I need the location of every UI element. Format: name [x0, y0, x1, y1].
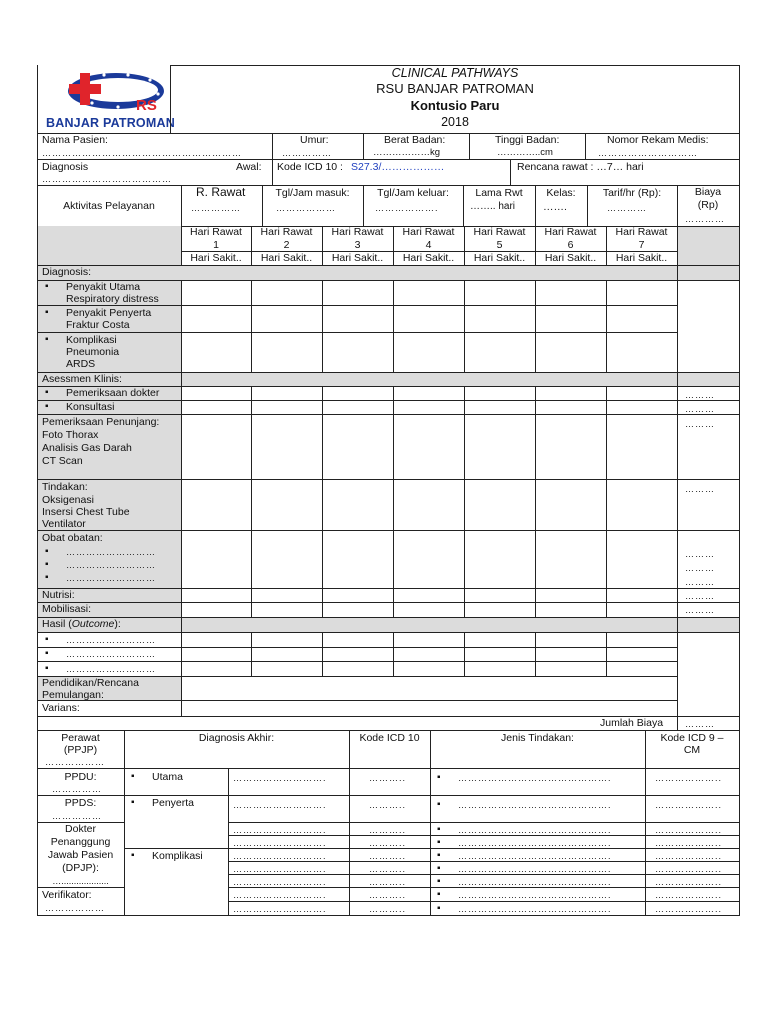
day-7-sick: Hari Sakit.. [615, 252, 668, 264]
ppjp-field[interactable]: ……………… [45, 757, 105, 767]
icd10-utama[interactable]: ……….. [369, 773, 407, 783]
age-field[interactable]: …………… [282, 148, 332, 158]
icd9-penyerta[interactable]: ……………….. [655, 800, 723, 810]
dpjp-label-2: Penanggung [50, 836, 111, 848]
cost-penunjang[interactable]: ……… [685, 419, 715, 429]
day-3-number: 3 [354, 239, 361, 251]
icd10-row-3[interactable]: ……….. [369, 825, 407, 835]
foto-thorax-label: Foto Thorax [42, 429, 99, 441]
weight-label: Berat Badan: [384, 134, 446, 146]
ards-label: ARDS [66, 358, 96, 370]
pathway-title: CLINICAL PATHWAYS [391, 66, 519, 80]
hospital-name: RSU BANJAR PATROMAN [376, 81, 534, 96]
icd9-komplikasi-3[interactable]: ……………….. [655, 877, 723, 887]
day-2-number: 2 [283, 239, 290, 251]
total-cost-label: Jumlah Biaya [600, 717, 664, 729]
day-3-label: Hari Rawat [331, 226, 384, 238]
medical-record-field[interactable]: ………………………… [598, 148, 698, 158]
cost-konsultasi[interactable]: ……… [685, 404, 715, 414]
footer-penyerta-label: ▪ Penyerta [152, 797, 194, 810]
final-diagnosis-komplikasi-1[interactable]: ………………………. [233, 851, 327, 861]
mobilisasi-label: Mobilisasi: [42, 603, 92, 615]
day-2-label: Hari Rawat [260, 226, 313, 238]
admission-label: Tgl/Jam masuk: [275, 187, 350, 199]
analisis-gas-darah-label: Analisis Gas Darah [42, 442, 132, 454]
cost-label: Biaya (Rp) [694, 186, 722, 211]
hasil-text-3: ): [114, 618, 121, 630]
tariff-field[interactable]: ………… [607, 203, 647, 213]
room-field[interactable]: …………… [191, 203, 241, 213]
footer-utama-label: ▪ Utama [152, 771, 183, 784]
kode-icd9-header-2: CM [683, 744, 701, 756]
diagnosis-label: Diagnosis [42, 161, 89, 173]
pemeriksaan-dokter-label: ▪ Pemeriksaan dokter [66, 387, 159, 400]
pneumonia-label: Pneumonia [66, 346, 120, 358]
age-label: Umur: [300, 134, 329, 146]
tindakan-utama[interactable]: ▪ ………………………………………. [458, 772, 612, 784]
tindakan-row-8[interactable]: ▪ ………………………………………. [458, 889, 612, 901]
day-6-number: 6 [567, 239, 574, 251]
diagnosis-akhir-header: Diagnosis Akhir: [198, 732, 275, 744]
obat-item-3[interactable]: ▪ ……………………… [66, 572, 156, 584]
hasil-item-1[interactable]: ▪ ……………………… [66, 634, 156, 646]
admission-field[interactable]: ……………… [276, 203, 336, 213]
kode-icd10-header: Kode ICD 10 [359, 732, 420, 744]
ct-scan-label: CT Scan [42, 455, 83, 467]
icd9-row-3[interactable]: ……………….. [655, 825, 723, 835]
total-cost-field[interactable]: ……… [685, 719, 715, 729]
height-label: Tinggi Badan: [495, 134, 560, 146]
perawat-label: Perawat [61, 732, 100, 744]
day-4-label: Hari Rawat [402, 226, 455, 238]
day-4-number: 4 [425, 239, 432, 251]
cost-mobilisasi[interactable]: ……… [685, 605, 715, 615]
aktivitas-pelayanan-label: Aktivitas Pelayanan [63, 200, 155, 212]
final-diagnosis-row-4[interactable]: ………………………. [233, 838, 327, 848]
hasil-text-1: Hasil ( [42, 618, 72, 630]
section-diagnosis: Diagnosis: [42, 266, 92, 278]
cost-obat-2[interactable]: ……… [685, 563, 715, 573]
tindakan-penyerta[interactable]: ▪ ………………………………………. [458, 799, 612, 811]
cost-nutrisi[interactable]: ……… [685, 591, 715, 601]
tindakan-row-9[interactable]: ▪ ………………………………………. [458, 903, 612, 915]
patient-name-field[interactable]: …………………………………………………… [42, 148, 242, 158]
class-field[interactable]: ……. [543, 201, 567, 213]
ppds-field[interactable]: …………… [52, 811, 102, 821]
konsultasi-label: ▪ Konsultasi [66, 401, 114, 414]
icd10-row-8[interactable]: ……….. [369, 890, 407, 900]
hasil-item-3[interactable]: ▪ ……………………… [66, 663, 156, 675]
icd10-komplikasi-1[interactable]: ……….. [369, 851, 407, 861]
day-1-label: Hari Rawat [190, 226, 242, 238]
weight-field[interactable]: ………………kg [373, 147, 441, 158]
ppdu-field[interactable]: …………… [52, 784, 102, 794]
cost-obat-3[interactable]: ……… [685, 577, 715, 587]
logo-rs-text: RS [136, 97, 157, 114]
obat-item-1[interactable]: ▪ ……………………… [66, 546, 156, 558]
diagnosis-awal-field[interactable]: ………………………………… [42, 174, 172, 184]
diagnosis-awal-label: Awal: [236, 161, 262, 173]
respiratory-distress-label: Respiratory distress [66, 293, 159, 305]
kode-icd9-header-1: Kode ICD 9 – [660, 732, 724, 744]
care-plan-label: Rencana rawat : …7… hari [517, 161, 644, 173]
oksigenasi-label: Oksigenasi [42, 494, 94, 506]
medical-record-label: Nomor Rekam Medis: [607, 134, 709, 146]
tindakan-komplikasi-1[interactable]: ▪ ………………………………………. [458, 850, 612, 862]
final-diagnosis-utama[interactable]: ………………………. [233, 773, 327, 783]
day-2-sick: Hari Sakit.. [260, 252, 313, 264]
icd10-label: Kode ICD 10 : [277, 161, 343, 173]
year: 2018 [441, 115, 469, 129]
cost-field[interactable]: ………… [685, 214, 725, 224]
day-3-sick: Hari Sakit.. [331, 252, 384, 264]
verifikator-field[interactable]: ……………… [45, 903, 105, 913]
tindakan-row-3[interactable]: ▪ ………………………………………. [458, 824, 612, 836]
tindakan-komplikasi-3[interactable]: ▪ ………………………………………. [458, 876, 612, 888]
day-5-number: 5 [496, 239, 503, 251]
cost-pemeriksaan-dokter[interactable]: ……… [685, 390, 715, 400]
icd10-code[interactable]: S27.3/……………… [351, 161, 445, 173]
patient-name-label: Nama Pasien: [42, 134, 108, 146]
icd10-row-4[interactable]: ……….. [369, 838, 407, 848]
tindakan-label: Tindakan: [42, 481, 88, 493]
icd10-komplikasi-2[interactable]: ……….. [369, 864, 407, 874]
verifikator-label: Verifikator: [42, 889, 92, 901]
jenis-tindakan-header: Jenis Tindakan: [501, 732, 574, 744]
final-diagnosis-komplikasi-3[interactable]: ………………………. [233, 877, 327, 887]
icd10-row-9[interactable]: ……….. [369, 904, 407, 914]
length-of-stay-field[interactable]: …….. hari [470, 201, 516, 212]
penunjang-label: Pemeriksaan Penunjang: [42, 416, 160, 428]
shade-asesmen-row [37, 372, 739, 386]
icd9-komplikasi-2[interactable]: ……………….. [655, 864, 723, 874]
room-label: R. Rawat [196, 185, 246, 199]
icd9-row-4[interactable]: ……………….. [655, 838, 723, 848]
final-diagnosis-penyerta[interactable]: ………………………. [233, 800, 327, 810]
footer-komplikasi-label: ▪ Komplikasi [152, 850, 203, 863]
fraktur-costa-label: Fraktur Costa [66, 319, 130, 331]
day-7-number: 7 [638, 239, 645, 251]
day-6-sick: Hari Sakit.. [544, 252, 597, 264]
hasil-outcome: Outcome [71, 618, 115, 630]
icd9-utama[interactable]: ……………….. [655, 773, 723, 783]
penyakit-utama-label: ▪ Penyakit Utama [66, 281, 140, 294]
cost-obat-1[interactable]: ……… [685, 549, 715, 559]
length-of-stay-label: Lama Rwt [475, 187, 523, 199]
shade-hasil-row [37, 617, 739, 632]
ppjp-label: (PPJP) [63, 744, 98, 756]
logo-name-text: BANJAR PATROMAN [46, 116, 175, 130]
dpjp-label-1: Dokter [65, 823, 96, 835]
section-asesmen: Asessmen Klinis: [42, 373, 122, 385]
tindakan-komplikasi-2[interactable]: ▪ ………………………………………. [458, 863, 612, 875]
height-field[interactable]: …………..cm [497, 147, 553, 158]
hospital-logo [44, 68, 175, 132]
pendidikan-label: Pendidikan/Rencana [42, 677, 139, 689]
obat-label: Obat obatan: [42, 532, 103, 544]
discharge-field[interactable]: ………………. [375, 203, 439, 213]
day-1-sick: Hari Sakit.. [190, 252, 242, 264]
ventilator-label: Ventilator [42, 518, 86, 530]
dpjp-label-3: Jawab Pasien [47, 849, 114, 861]
shade-biaya-right [677, 226, 739, 280]
icd10-komplikasi-3[interactable]: ……….. [369, 877, 407, 887]
final-diagnosis-row-8[interactable]: ………………………. [233, 890, 327, 900]
shade-days-rows [37, 265, 739, 280]
penyakit-penyerta-label: ▪ Penyakit Penyerta [66, 307, 151, 320]
class-label: Kelas: [546, 187, 576, 199]
final-diagnosis-row-3[interactable]: ………………………. [233, 825, 327, 835]
tariff-label: Tarif/hr (Rp): [602, 187, 662, 199]
shade-aktivitas [37, 226, 181, 265]
ppdu-label: PPDU: [64, 771, 97, 783]
tindakan-row-4[interactable]: ▪ ………………………………………. [458, 837, 612, 849]
day-7-label: Hari Rawat [615, 226, 668, 238]
diagnosis-title: Kontusio Paru [410, 98, 500, 113]
icd9-komplikasi-1[interactable]: ……………….. [655, 851, 723, 861]
varians-label: Varians: [42, 702, 80, 714]
obat-item-2[interactable]: ▪ ……………………… [66, 559, 156, 571]
final-diagnosis-row-9[interactable]: ………………………. [233, 904, 327, 914]
discharge-label: Tgl/Jam keluar: [377, 187, 449, 199]
day-4-sick: Hari Sakit.. [402, 252, 455, 264]
pemulangan-label: Pemulangan: [42, 689, 104, 701]
dpjp-label-4: (DPJP): [62, 862, 99, 874]
dpjp-field[interactable]: …................... [52, 876, 109, 886]
komplikasi-label: ▪ Komplikasi [66, 334, 117, 347]
day-5-sick: Hari Sakit.. [473, 252, 526, 264]
hasil-label [42, 618, 121, 631]
cost-tindakan[interactable]: ……… [685, 484, 715, 494]
day-5-label: Hari Rawat [473, 226, 526, 238]
ppds-label: PPDS: [64, 797, 97, 809]
icd9-row-8[interactable]: ……………….. [655, 890, 723, 900]
icd10-penyerta[interactable]: ……….. [369, 800, 407, 810]
icd9-row-9[interactable]: ……………….. [655, 904, 723, 914]
chest-tube-label: Insersi Chest Tube [42, 506, 130, 518]
hasil-item-2[interactable]: ▪ ……………………… [66, 648, 156, 660]
day-1-number: 1 [213, 239, 219, 251]
day-6-label: Hari Rawat [544, 226, 597, 238]
final-diagnosis-komplikasi-2[interactable]: ………………………. [233, 864, 327, 874]
nutrisi-label: Nutrisi: [42, 589, 75, 601]
